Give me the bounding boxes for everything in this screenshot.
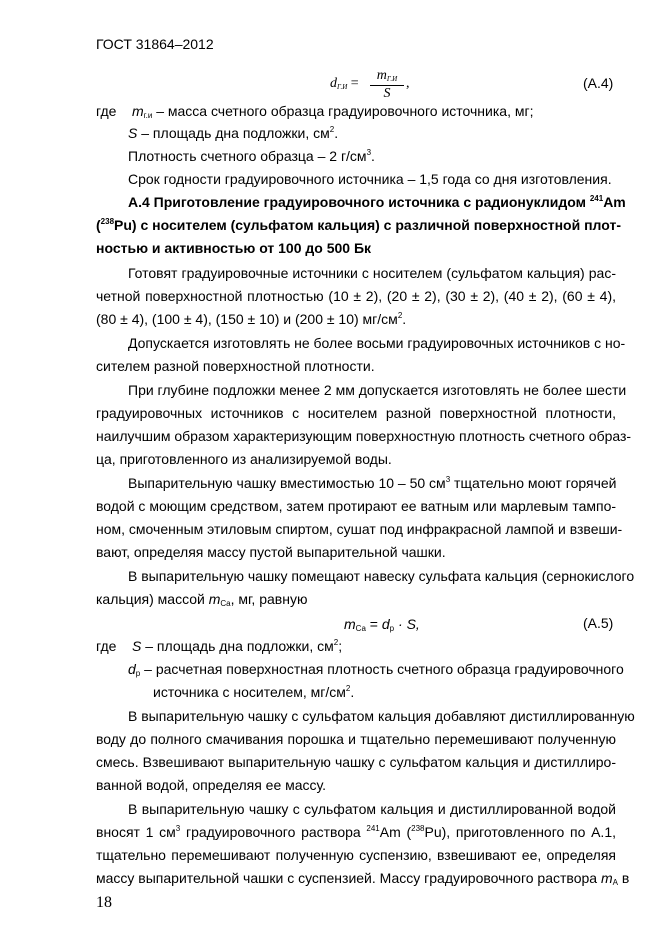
para4-line2: водой с моющим средством, затем протирают ее ватным или марлевым тампо- — [96, 498, 617, 514]
para2-line2: сителем разной поверхностной плотности. — [96, 358, 375, 374]
formula-a4-lhs: $d_{Г.И}$ = — [330, 76, 359, 91]
document-header: ГОСТ 31864–2012 — [96, 36, 214, 52]
para6-line3: смесь. Взвешивают выпарительную чашку с сульфатом кальция и дистиллиро- — [96, 754, 616, 770]
para3-line2: градуировочных источников с носителем разной поверхностной плотности, — [96, 405, 616, 421]
para7-line3: тщательно перемешивают полученную суспензию, взвешивают ее, определяя — [96, 847, 616, 863]
para4-line3: ном, смоченным этиловым спиртом, сушат под инфракрасной лампой и взвеши- — [96, 521, 623, 537]
section-heading-line-1: А.4 Приготовление градуировочного источника с радионуклидом $^{241}$Am — [128, 194, 626, 210]
where2-d-line: $d_p$ – расчетная поверхностная плотность счетного образца градуировочного — [128, 661, 624, 678]
section-heading-line-3: ностью и активностью от 100 до 500 Бк — [96, 240, 372, 256]
para6-line1: В выпарительную чашку с сульфатом кальция добавляют дистиллированную — [128, 708, 635, 724]
para6-line4: ванной водой, определяя ее массу. — [96, 777, 327, 793]
para3-line3: наилучшим образом характеризующим поверхностную плотность счетного образ- — [96, 428, 632, 444]
para1-line3: (80 ± 4), (100 ± 4), (150 ± 10) и (200 ± 10) $мг/см^2$. — [96, 311, 407, 327]
equation-number-a5: (А.5) — [583, 615, 614, 631]
para3-line1: При глубине подложки менее 2 мм допускается изготовлять не более шести — [128, 382, 627, 398]
formula-a4-comma: , — [406, 76, 410, 91]
section-heading-line-2: ($^{238}$Pu) с носителем (сульфатом кальция) с различной поверхностной плот- — [96, 217, 621, 233]
para1-line1: Готовят градуировочные источники с носителем (сульфатом кальция) рас- — [128, 265, 616, 281]
para4-line1: Выпарительную чашку вместимостью 10 – 50 $см^3$ тщательно моют горячей — [128, 475, 617, 491]
para1-line2: четной поверхностной плотностью (10 ± 2), (20 ± 2), (30 ± 2), (40 ± 2), (60 ± 4), — [96, 288, 616, 304]
para5-line1: В выпарительную чашку помещают навеску сульфата кальция (сернокислого — [128, 568, 635, 584]
para7-line1: В выпарительную чашку с сульфатом кальция и дистиллированной водой — [128, 801, 616, 817]
equation-number-a4: (А.4) — [583, 75, 614, 91]
para3-line4: ца, приготовленного из анализируемой воды. — [96, 451, 392, 467]
para7-line2: вносят 1 $см^3$ градуировочного раствора $^{241}$Am ($^{238}$Pu), приготовленного по А.1, — [96, 824, 616, 840]
para4-line4: вают, определяя массу пустой выпарительной чашки. — [96, 544, 446, 560]
para5-line2: кальция) массой $m_{Ca}$, мг, равную — [96, 591, 308, 608]
formula-a4-numerator: $m_{Г.И}$ — [376, 68, 398, 83]
where-m-line: где $m_{г.и}$ – масса счетного образца градуировочного источника, мг; — [96, 103, 534, 120]
para2-line1: Допускается изготовлять не более восьми градуировочных источников с но- — [128, 335, 626, 351]
density-line: Плотность счетного образца – 2 $г/см^3$. — [128, 148, 375, 164]
para7-line4: массу выпарительной чашки с суспензией. Массу градуировочного раствора $m_A$ в — [96, 870, 630, 887]
where-s-line: S – площадь дна подложки, $см^2$. — [128, 125, 339, 141]
where2-d-line2: источника с носителем, $мг/см^2$. — [153, 684, 355, 700]
page-number: 18 — [96, 894, 112, 911]
formula-a5: $m_{Ca} = d_p \cdot S$, — [344, 616, 420, 633]
para6-line2: воду до полного смачивания порошка и тщательно перемешивают полученную — [96, 731, 616, 747]
shelf-life-line: Срок годности градуировочного источника – 1,5 года со дня изготовления. — [128, 171, 612, 187]
where2-s-line: где S – площадь дна подложки, $см^2$; — [96, 638, 343, 654]
formula-a4-denominator: S — [383, 86, 391, 101]
formula-a4 — [330, 68, 420, 104]
